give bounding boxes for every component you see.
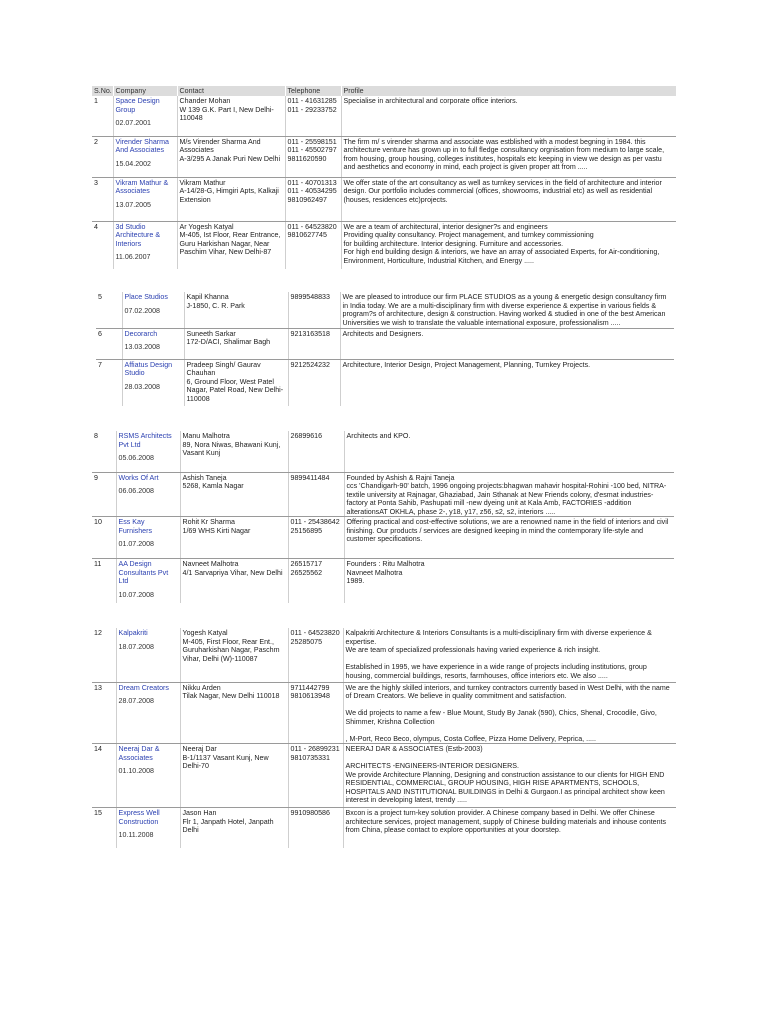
listing-date: 28.07.2008 [118,697,155,705]
sno-cell: 15 [92,808,116,848]
table-row [92,472,674,517]
profile-cell: Founded by Ashish & Rajni Taneja ccs 'Chandigarh-90' batch, 1996 ongoing projects:bhagwan mahavir hospital-Rohini -100 bed, NITRA- textile university at Rajnagar, Ghaziabad, Jain Sthanak at New Friends colony, d'esmat industries-factory at Ponta Sahib, Pashupati mill -new dyeing unit at Kala Amb, FACTORIES -addition alterationsAT OKHLA, phase 2-, y18, y17, z56, s2, s2, interiors ..... [344,472,674,517]
telephone-cell: 9711442799 9810613948 [288,682,343,744]
telephone-cell: 011 - 26899231 9810735331 [288,744,343,808]
telephone-cell: 26899616 [288,431,344,472]
contact-cell: Chander Mohan W 139 G.K. Part I, New Delhi-110048 [177,96,285,136]
profile-cell: Specialise in architectural and corporate office interiors. [341,96,676,136]
company-cell [113,136,177,177]
company-link[interactable]: Virender Sharma And Associates [115,137,169,154]
table-row [92,559,674,603]
listing-date: 10.07.2008 [118,590,155,599]
sno-cell: 9 [92,472,116,517]
company-cell [122,359,184,406]
contact-cell: Ashish Taneja 5268, Kamla Nagar [180,472,288,517]
table-row [92,431,674,472]
profile-cell: Offering practical and cost-effective solutions, we are a renowned name in the field of interiors and civil finishing. Our products / services are designed keeping in mind the contemporary life-style and customer specifications. [344,517,674,559]
table-row [92,136,676,177]
telephone-cell: 011 - 41631285 011 - 29233752 [285,96,341,136]
table-row [96,328,674,359]
contact-cell: Kapil Khanna J-1850, C. R. Park [184,292,288,328]
contact-cell: Yogesh Katyal M-405, First Floor, Rear Ent., Guruharkishan Nagar, Paschm Vihar, Delhi (W)-110087 [180,628,288,682]
listing-date: 02.07.2001 [115,119,152,127]
sno-cell: 5 [96,292,122,328]
company-cell [116,431,180,472]
contact-cell: Manu Malhotra 89, Nora Niwas, Bhawani Kunj, Vasant Kunj [180,431,288,472]
sno-cell: 1 [92,96,113,136]
company-cell [116,559,180,603]
sno-cell: 6 [96,328,122,359]
table-row [92,808,676,848]
table-row [96,292,674,328]
listing-date: 28.03.2008 [124,382,161,391]
profile-cell: Founders : Ritu Malhotra Navneet Malhotra 1989. [346,560,425,585]
company-link[interactable]: RSMS Architects Pvt Ltd [118,432,172,449]
table-row [92,682,676,744]
listing-table-4 [92,628,676,848]
telephone-cell: 26515717 26525562 [288,559,344,603]
company-cell [122,328,184,359]
header-contact: Contact [177,86,285,96]
telephone-cell: 011 - 25598151 011 - 45502797 9811620590 [285,136,341,177]
contact-cell: Ar Yogesh Katyal M-405, Ist Floor, Rear Entrance, Guru Harkishan Nagar, Near Paschim Vihar, New Delhi-87 [177,221,285,269]
listing-date: 05.06.2008 [118,454,155,462]
sno-cell: 12 [92,628,116,682]
listing-table-1 [92,86,676,269]
telephone-cell: 9213163518 [288,328,340,359]
profile-cell: NEERAJ DAR & ASSOCIATES (Estb-2003) ARCHITECTS -ENGINEERS-INTERIOR DESIGNERS. We provide Architecture Planning, Designing and construction assistance to our clients for HIGH END RESIDENTIAL, COMMERCIAL, GROUP HOUSING, HIGH RISE APARTMENTS, SCHOOLS, HOSPITALS AND INSTITUTIONAL BUILDINGS in Delhi & Gurgaon.I as principal architect show keen interest in developing latest, trendy ..... [343,744,676,808]
contact-cell: Jason Han Flr 1, Janpath Hotel, Janpath Delhi [180,808,288,848]
company-cell [116,628,180,682]
profile-cell: The firm m/ s virender sharma and associate was estblished with a modest begning in 1984. this architecture venture has grown up in to full fledge consultancy orgnisation from medium to large scale, from housing, group housing, colleges institutes, hospitals etc keeping in view we design as per vastu and aesthetics and economy in mind, each project is given proper att from ..... [341,136,676,177]
telephone-cell: 9910980586 [288,808,343,848]
company-cell [116,682,180,744]
listing-table-3 [92,431,674,603]
listing-date: 13.03.2008 [124,343,161,351]
company-link[interactable]: 3d Studio Architecture & Interiors [115,222,161,248]
profile-cell: Architects and KPO. [344,431,674,472]
contact-cell: Rohit Kr Sharma 1/69 WHS Kirti Nagar [180,517,288,559]
table-row [92,628,676,682]
sno-cell: 13 [92,682,116,744]
contact-cell: Vikram Mathur A-14/28-G, Himgiri Apts, Kalkaji Extension [177,177,285,221]
header-company: Company [113,86,177,96]
table-row [92,96,676,136]
contact-cell: Neeraj Dar B-1/1137 Vasant Kunj, New Delhi-70 [180,744,288,808]
company-link[interactable]: Space Design Group [115,97,160,114]
listing-date: 11.06.2007 [115,253,151,261]
telephone-cell: 9899548833 [288,292,340,328]
profile-cell: Bxcon is a project turn-key solution provider. A Chinese company based in Delhi. We offer Chinese architecture services, project management, supply of Chinese building materials and inhouse contents from China, please contact to explore opportunities at your doorstep. [345,809,667,834]
company-cell [116,808,180,848]
company-link[interactable]: Decorarch [124,329,158,338]
profile-cell: We are the highly skilled interiors, and turnkey contractors currently based in West Delhi, with the name of Dream Creators. We believe in quality commitment and satisfaction. We did projects to name a few - Blue Mount, Study By Janak (590), Chics, Shenal, Crocodile, Givo, Shimmer, Krishna Collection , M-Port, Reco Beco, olympus, Costa Coffee, Pizza Home Delivery, Peprica, ..... [343,682,676,744]
table-header-row [92,86,676,96]
listing-date: 01.07.2008 [118,540,155,548]
company-cell [116,744,180,808]
telephone-cell: 011 - 40701313 011 - 40534295 9810962497 [285,177,341,221]
company-link[interactable]: Vikram Mathur & Associates [115,178,169,195]
header-sno: S.No. [94,87,112,95]
sno-cell: 8 [92,431,116,472]
sno-cell: 4 [92,221,113,269]
profile-cell: Architects and Designers. [340,328,674,359]
sno-cell: 10 [92,517,116,559]
telephone-cell: 011 - 64523820 25285075 [288,628,343,682]
company-cell [113,96,177,136]
listing-date: 15.04.2002 [115,159,152,168]
sno-cell: 3 [92,177,113,221]
profile-cell: We are pleased to introduce our firm PLACE STUDIOS as a young & energetic design consultancy firm in India today. We are a multi-disciplinary firm with diverse experience & expertise in various fields & program?s of architecture, design & construction. Having worked & studied in one of the best American Universities we wish to translate the valuable international exposure, professionalism ..... [340,292,674,328]
company-cell [122,292,184,328]
profile-cell: We offer state of the art consultancy as well as turnkey services in the field of architecture and interior design. Our portfolio includes commercial (offices, showrooms, industrial etc) as well as residential (houses, residences etc)projects. [341,177,676,221]
listing-date: 07.02.2008 [124,306,161,315]
company-link[interactable]: Kalpakriti [118,629,148,637]
company-link[interactable]: Neeraj Dar & Associates [118,745,160,762]
table-row [92,744,676,808]
telephone-cell: 9899411484 [288,472,344,517]
contact-cell: M/s Virender Sharma And Associates A-3/295 A Janak Puri New Delhi [177,136,285,177]
profile-cell: Kalpakriti Architecture & Interiors Consultants is a multi-disciplinary firm with diverse experience & expertise. We are team of specialized professionals having varied experience & rich insight. Established in 1995, we have experience in a wide range of projects including institutions, group housing, commercial buildings, resorts, farmhouses, office interiors etc. We also ..... [343,628,676,682]
telephone-cell: 9212524232 [288,359,340,406]
header-telephone: Telephone [285,86,341,96]
profile-cell: Architecture, Interior Design, Project Management, Planning, Turnkey Projects. [342,360,591,369]
company-link[interactable]: AA Design Consultants Pvt Ltd [118,560,169,585]
header-profile: Profile [341,86,676,96]
listing-date: 10.11.2008 [118,831,154,839]
company-link[interactable]: Ess Kay Furnishers [118,518,153,535]
company-cell [116,517,180,559]
company-link[interactable]: Works Of Art [118,473,159,482]
table-row [92,517,674,559]
telephone-cell: 011 - 64523820 9810627745 [285,221,341,269]
profile-cell: We are a team of architectural, interior designer?s and engineers Providing quality consultancy. Project management, and turnkey commissioning for building architecture. Interior designing. Furniture and accessories. For high end building design & interiors, we have an array of associated Experts, for Air-conditioning, Environment, Horticulture, Industrial Kitchen, and Energy ..... [343,222,660,265]
table-row [96,359,674,406]
sno-cell: 7 [96,359,122,406]
contact-cell: Pradeep Singh/ Gaurav Chauhan 6, Ground Floor, West Patel Nagar, Patel Road, New Delhi-110008 [184,359,288,406]
telephone-cell: 011 - 25438642 25156895 [288,517,344,559]
listing-date: 13.07.2005 [115,200,152,209]
contact-cell: Navneet Malhotra 4/1 Sarvapriya Vihar, New Delhi [180,559,288,603]
listing-date: 06.06.2008 [118,487,155,495]
table-row [92,177,676,221]
listing-date: 18.07.2008 [118,642,155,651]
table-row [92,221,676,269]
sno-cell: 2 [92,136,113,177]
company-link[interactable]: Dream Creators [118,683,169,692]
contact-cell: Suneeth Sarkar 172-D/ACI, Shalimar Bagh [184,328,288,359]
listing-table-2 [96,292,674,406]
contact-cell: Nikku Arden Tilak Nagar, New Delhi 110018 [180,682,288,744]
company-link[interactable]: Affiatus Design Studio [124,360,173,377]
company-cell [116,472,180,517]
company-link[interactable]: Express Well Construction [118,809,160,826]
company-link[interactable]: Place Studios [124,293,168,301]
company-cell [113,221,177,269]
sno-cell: 11 [92,559,116,603]
company-cell [113,177,177,221]
sno-cell: 14 [92,744,116,808]
listing-date: 01.10.2008 [118,767,155,775]
